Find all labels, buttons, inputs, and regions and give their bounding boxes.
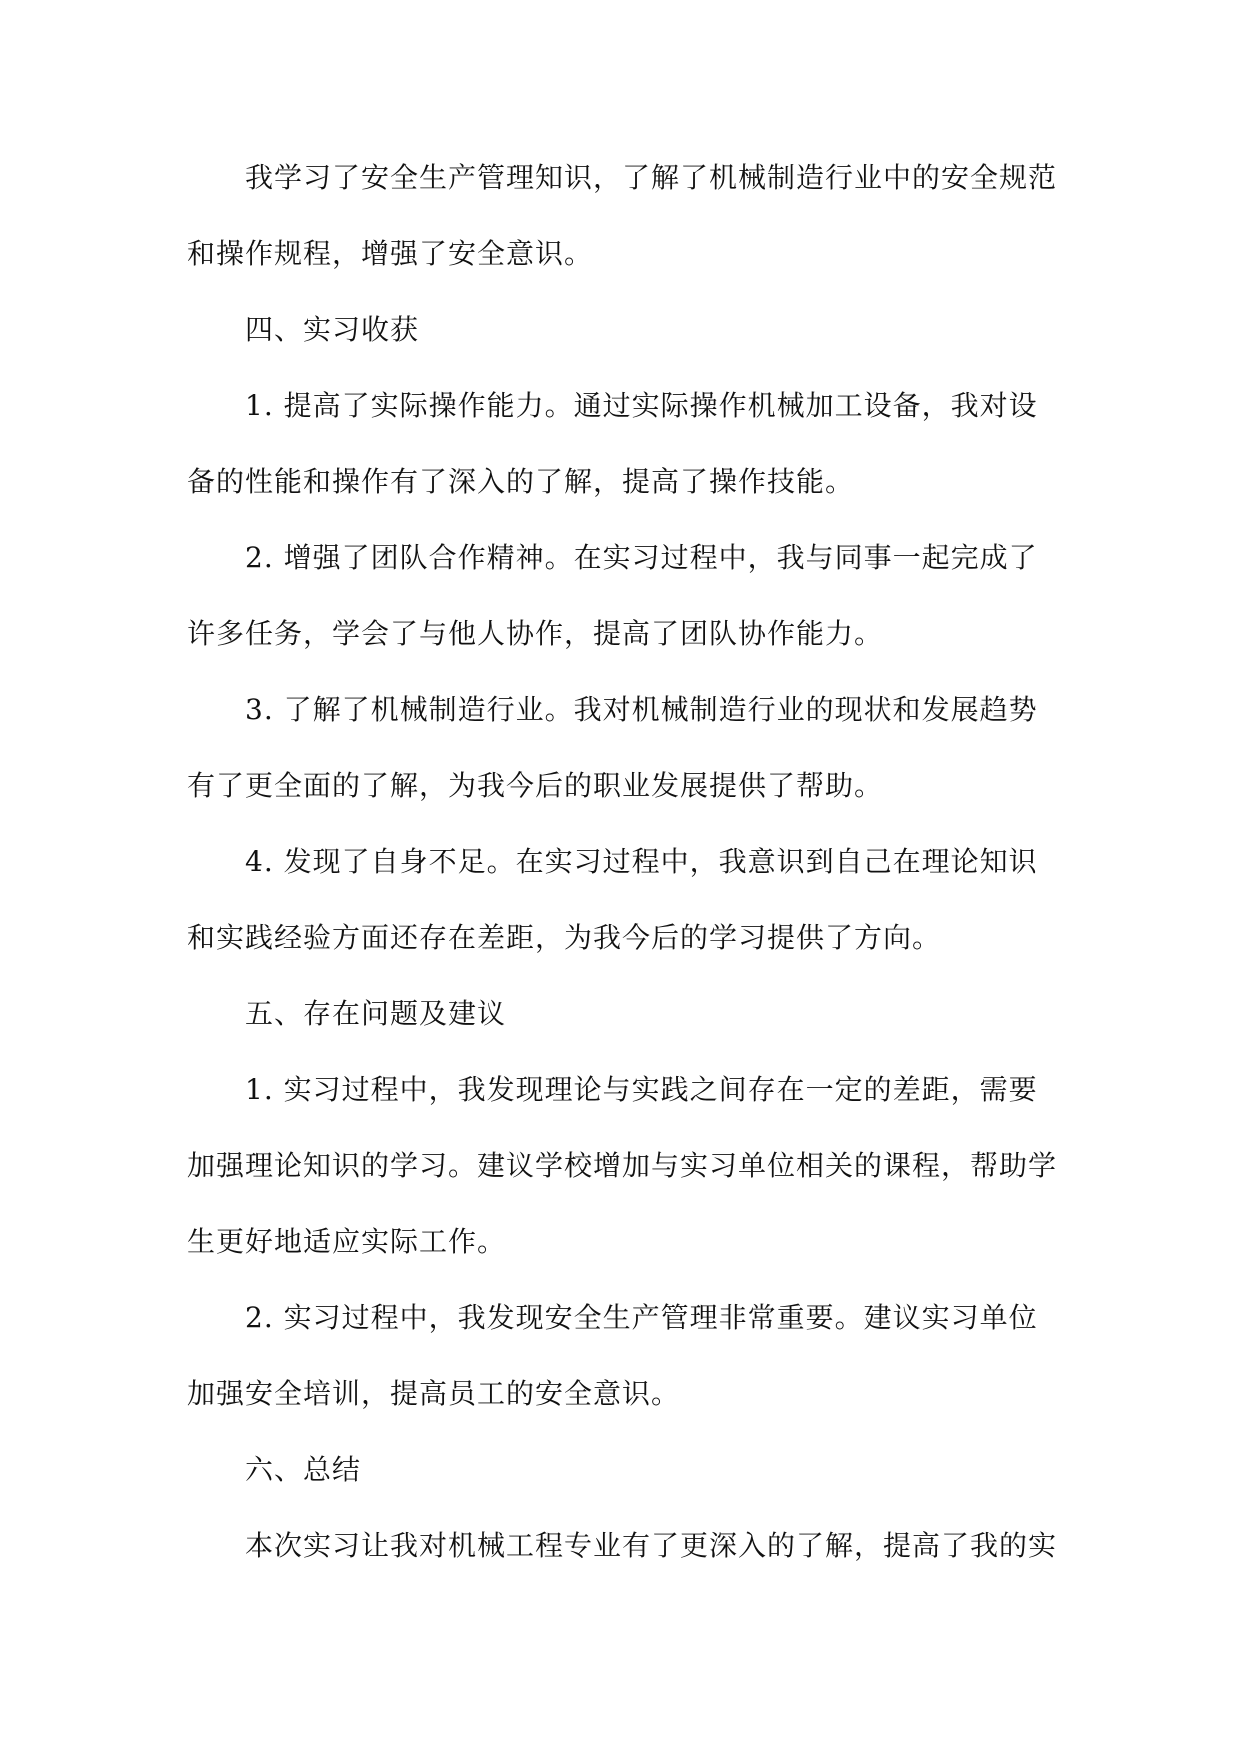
section-heading-summary: 六、总结	[245, 1453, 362, 1486]
document-body	[187, 140, 1057, 1584]
list-item-gain-1: 1. 提高了实际操作能力。通过实际操作机械加工设备，我对设备的性能和操作有了深入的了解，提高了操作技能。	[187, 389, 1038, 498]
paragraph-summary: 本次实习让我对机械工程专业有了更深入的了解，提高了我的实	[245, 1529, 1058, 1562]
list-item-suggestion-1: 1. 实习过程中，我发现理论与实践之间存在一定的差距，需要加强理论知识的学习。建议学校增加与实习单位相关的课程，帮助学生更好地适应实际工作。	[187, 1073, 1058, 1258]
section-heading-gains: 四、实习收获	[245, 313, 420, 346]
paragraph-safety-knowledge: 我学习了安全生产管理知识，了解了机械制造行业中的安全规范和操作规程，增强了安全意识。	[187, 161, 1058, 270]
list-item-gain-2: 2. 增强了团队合作精神。在实习过程中，我与同事一起完成了许多任务，学会了与他人协作，提高了团队协作能力。	[187, 541, 1038, 650]
list-item-gain-3: 3. 了解了机械制造行业。我对机械制造行业的现状和发展趋势有了更全面的了解，为我今后的职业发展提供了帮助。	[187, 693, 1038, 802]
list-item-suggestion-2: 2. 实习过程中，我发现安全生产管理非常重要。建议实习单位加强安全培训，提高员工的安全意识。	[187, 1301, 1038, 1410]
list-item-gain-4: 4. 发现了自身不足。在实习过程中，我意识到自己在理论知识和实践经验方面还存在差距，为我今后的学习提供了方向。	[187, 845, 1038, 954]
section-heading-problems: 五、存在问题及建议	[245, 997, 507, 1030]
